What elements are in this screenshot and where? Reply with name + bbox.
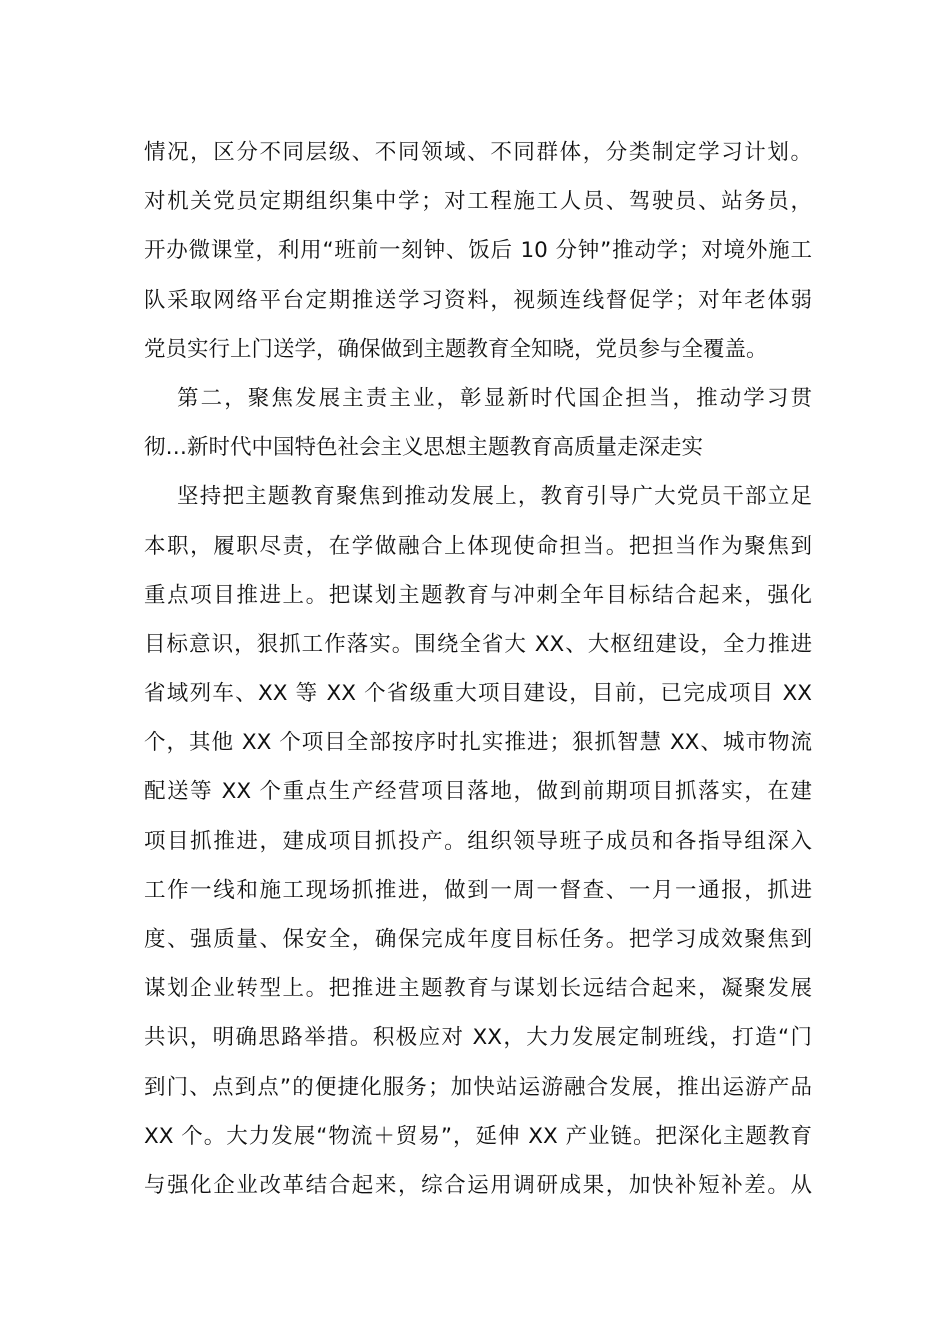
text-line: 本职，履职尽责，在学做融合上体现使命担当。把担当作为聚焦到 bbox=[144, 533, 812, 559]
text-line: 谋划企业转型上。把推进主题教育与谋划长远结合起来，凝聚发展 bbox=[144, 976, 812, 1002]
section-heading-line: 第二，聚焦发展主责主业，彰显新时代国企担当，推动学习贯 bbox=[177, 385, 812, 411]
text-line: 情况，区分不同层级、不同领域、不同群体，分类制定学习计划。 bbox=[144, 140, 812, 165]
section-heading-line: 彻…新时代中国特色社会主义思想主题教育高质量走深走实 bbox=[144, 435, 704, 461]
text-line: 到门、点到点”的便捷化服务；加快站运游融合发展，推出运游产品 bbox=[144, 1074, 812, 1100]
text-line: 开办微课堂，利用“班前一刻钟、饭后 10 分钟”推动学；对境外施工 bbox=[144, 238, 812, 264]
text-line: 项目抓推进，建成项目抓投产。组织领导班子成员和各指导组深入 bbox=[144, 828, 812, 854]
text-line: 重点项目推进上。把谋划主题教育与冲刺全年目标结合起来，强化 bbox=[144, 582, 812, 608]
text-line: 共识，明确思路举措。积极应对 XX，大力发展定制班线，打造“门 bbox=[144, 1025, 812, 1051]
text-line: 省域列车、XX 等 XX 个省级重大项目建设，目前，已完成项目 XX bbox=[144, 681, 812, 707]
body-text bbox=[144, 128, 812, 1210]
text-line: 对机关党员定期组织集中学；对工程施工人员、驾驶员、站务员， bbox=[144, 189, 812, 215]
text-line: 党员实行上门送学，确保做到主题教育全知晓，党员参与全覆盖。 bbox=[144, 336, 768, 362]
text-line: 与强化企业改革结合起来，综合运用调研成果，加快补短补差。从 bbox=[144, 1172, 812, 1198]
text-line: XX 个。大力发展“物流＋贸易”，延伸 XX 产业链。把深化主题教育 bbox=[144, 1123, 812, 1149]
text-line: 队采取网络平台定期推送学习资料，视频连线督促学；对年老体弱 bbox=[144, 287, 812, 313]
text-line: 度、强质量、保安全，确保完成年度目标任务。把学习成效聚焦到 bbox=[144, 927, 812, 952]
text-line: 目标意识，狠抓工作落实。围绕全省大 XX、大枢纽建设，全力推进 bbox=[144, 631, 812, 657]
text-line: 个，其他 XX 个项目全部按序时扎实推进；狠抓智慧 XX、城市物流 bbox=[144, 730, 812, 756]
text-line: 坚持把主题教育聚焦到推动发展上，教育引导广大党员干部立足 bbox=[177, 484, 812, 510]
text-line: 工作一线和施工现场抓推进，做到一周一督查、一月一通报，抓进 bbox=[144, 877, 812, 903]
text-line: 配送等 XX 个重点生产经营项目落地，做到前期项目抓落实，在建 bbox=[144, 779, 812, 805]
